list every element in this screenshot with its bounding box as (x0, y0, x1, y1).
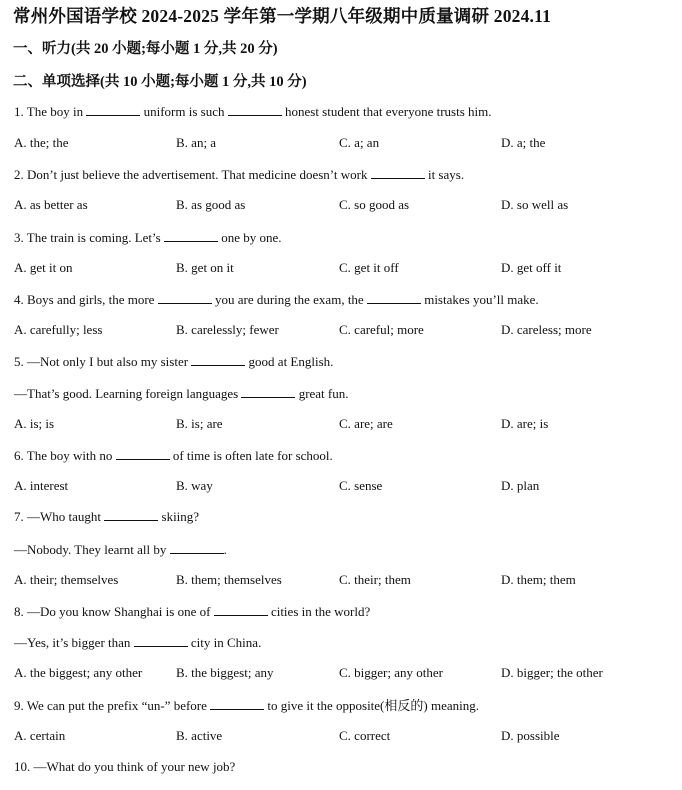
answer-blank[interactable] (210, 697, 264, 710)
question-stem (14, 229, 282, 246)
answer-blank[interactable] (170, 541, 224, 554)
question-stem (14, 759, 235, 775)
answer-option[interactable]: A. carefully; less (14, 322, 103, 337)
question-stem (14, 603, 370, 620)
question-stem (14, 291, 539, 308)
stem-text: 9. We can put the prefix “un-” before (14, 698, 211, 713)
answer-option[interactable]: B. them; themselves (176, 572, 282, 587)
exam-title: 常州外国语学校 2024-2025 学年第一学期八年级期中质量调研 2024.11 (13, 6, 552, 26)
question-stem (14, 103, 492, 120)
answer-option[interactable]: C. get it off (339, 260, 399, 275)
stem-text: of time is often late for school. (169, 448, 333, 463)
answer-option[interactable]: C. careful; more (339, 322, 424, 337)
answer-blank[interactable] (134, 634, 188, 647)
stem-text: 5. —Not only I but also my sister (14, 354, 192, 369)
stem-text: you are during the exam, the (211, 292, 367, 307)
answer-option[interactable]: A. certain (14, 728, 66, 743)
answer-option[interactable]: D. are; is (501, 416, 549, 431)
stem-text: honest student that everyone trusts him. (281, 104, 492, 119)
stem-text: 7. ―Who taught (14, 509, 105, 524)
answer-option[interactable]: C. a; an (339, 135, 380, 150)
answer-option[interactable]: D. plan (501, 478, 540, 493)
stem-text: 6. The boy with no (14, 448, 116, 463)
answer-blank[interactable] (104, 508, 158, 521)
answer-option[interactable]: A. as better as (14, 197, 88, 212)
answer-option[interactable]: D. so well as (501, 197, 569, 212)
question-stem (14, 166, 464, 183)
stem-text: city in China. (187, 635, 262, 650)
answer-option[interactable]: B. get on it (176, 260, 234, 275)
answer-option[interactable]: A. their; themselves (14, 572, 119, 587)
answer-blank[interactable] (116, 447, 170, 460)
answer-option[interactable]: D. get off it (501, 260, 562, 275)
question-dialogue-line (14, 634, 261, 651)
answer-option[interactable]: D. careless; more (501, 322, 592, 337)
answer-blank[interactable] (191, 353, 245, 366)
answer-option[interactable]: C. bigger; any other (339, 665, 443, 680)
stem-text: ―Nobody. They learnt all by (14, 542, 170, 557)
stem-text: 8. —Do you know Shanghai is one of (14, 604, 214, 619)
section-heading: 一、听力(共 20 小题;每小题 1 分,共 20 分) (13, 41, 278, 57)
question-stem (14, 447, 333, 464)
stem-text: 1. The boy in (14, 104, 87, 119)
stem-text: one by one. (217, 230, 282, 245)
stem-text: 3. The train is coming. Let’s (14, 230, 164, 245)
stem-text: . (223, 542, 227, 557)
answer-option[interactable]: D. a; the (501, 135, 546, 150)
answer-option[interactable]: C. are; are (339, 416, 393, 431)
stem-text: 10. —What do you think of your new job? (14, 759, 236, 774)
answer-blank[interactable] (214, 603, 268, 616)
answer-option[interactable]: B. the biggest; any (176, 665, 274, 680)
answer-blank[interactable] (86, 103, 140, 116)
answer-option[interactable]: C. sense (339, 478, 383, 493)
question-dialogue-line (14, 541, 227, 558)
stem-text: 4. Boys and girls, the more (14, 292, 158, 307)
stem-text: it says. (424, 167, 465, 182)
answer-option[interactable]: C. correct (339, 728, 391, 743)
question-dialogue-line (14, 385, 349, 402)
answer-option[interactable]: B. carelessly; fewer (176, 322, 279, 337)
answer-blank[interactable] (367, 291, 421, 304)
answer-option[interactable]: B. active (176, 728, 223, 743)
question-stem (14, 508, 199, 525)
stem-text: —That’s good. Learning foreign languages (14, 386, 242, 401)
question-stem (14, 697, 479, 714)
stem-text: uniform is such (140, 104, 228, 119)
answer-blank[interactable] (228, 103, 282, 116)
stem-text: skiing? (158, 509, 200, 524)
answer-option[interactable]: A. is; is (14, 416, 55, 431)
answer-option[interactable]: B. is; are (176, 416, 223, 431)
section-heading: 二、单项选择(共 10 小题;每小题 1 分,共 10 分) (13, 74, 307, 90)
answer-option[interactable]: A. interest (14, 478, 69, 493)
stem-text: great fun. (295, 386, 349, 401)
stem-text: mistakes you’ll make. (420, 292, 539, 307)
answer-option[interactable]: C. their; them (339, 572, 411, 587)
answer-option[interactable]: D. bigger; the other (501, 665, 603, 680)
answer-option[interactable]: D. them; them (501, 572, 576, 587)
answer-option[interactable]: A. the; the (14, 135, 69, 150)
answer-option[interactable]: D. possible (501, 728, 560, 743)
answer-option[interactable]: C. so good as (339, 197, 410, 212)
answer-blank[interactable] (241, 385, 295, 398)
stem-text: cities in the world? (267, 604, 371, 619)
answer-blank[interactable] (158, 291, 212, 304)
answer-option[interactable]: B. an; a (176, 135, 217, 150)
stem-text: 2. Don’t just believe the advertisement. That medicine doesn’t work (14, 167, 371, 182)
stem-text: good at English. (245, 354, 334, 369)
answer-option[interactable]: A. get it on (14, 260, 73, 275)
answer-option[interactable]: B. as good as (176, 197, 246, 212)
stem-text: to give it the opposite(相反的) meaning. (264, 698, 479, 713)
answer-option[interactable]: A. the biggest; any other (14, 665, 143, 680)
answer-blank[interactable] (371, 166, 425, 179)
question-stem (14, 353, 333, 370)
stem-text: ―Yes, it’s bigger than (14, 635, 134, 650)
answer-blank[interactable] (164, 229, 218, 242)
answer-option[interactable]: B. way (176, 478, 213, 493)
